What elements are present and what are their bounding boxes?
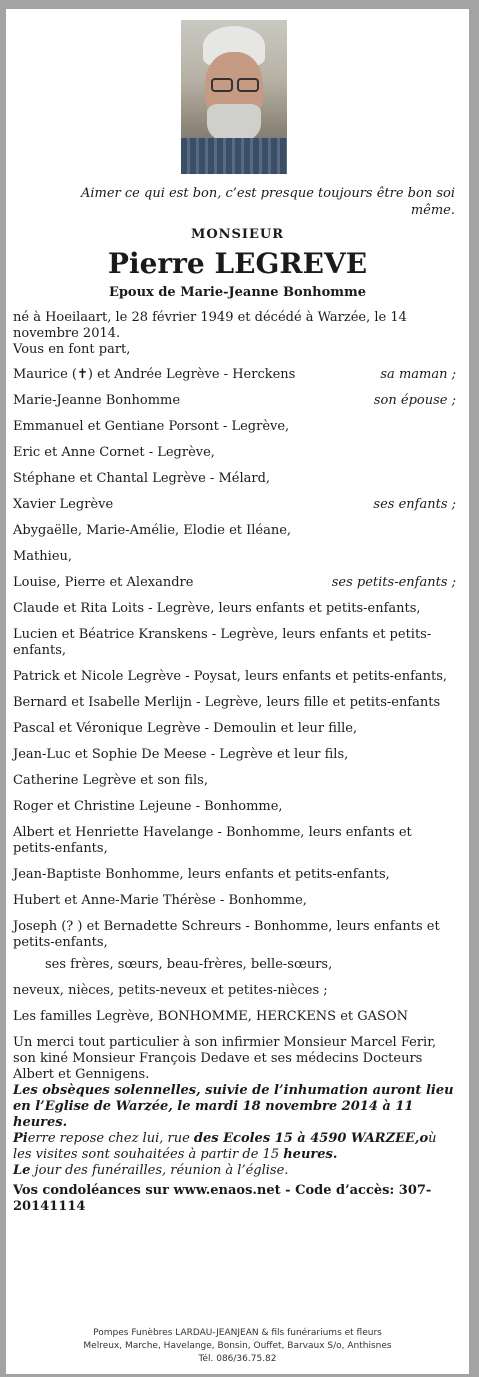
mourner-names: Catherine Legrève et son fils, (13, 773, 208, 788)
siblings-line: ses frères, sœurs, beau-frères, belle-sœurs, (45, 957, 333, 972)
mourner-names: Eric et Anne Cornet - Legrève, (13, 445, 215, 460)
mourner-names: Pascal et Véronique Legrève - Demoulin et leur fille, (13, 721, 358, 736)
mourner-names: Mathieu, (13, 549, 73, 564)
mourner-row (13, 393, 456, 409)
mourner-row (13, 695, 456, 711)
obituary-card (6, 9, 469, 1374)
footer-phone: Tél. 086/36.75.82 (198, 1354, 277, 1364)
mourner-names: Abygaëlle, Marie-Amélie, Elodie et Iléane, (13, 523, 292, 538)
mourner-names: Emmanuel et Gentiane Porsont - Legrève, (13, 419, 290, 434)
repose-line: Pierre repose chez lui, rue des Ecoles 15 à 4590 WARZEE,où les visites sont souhaitées à partir de 15 heures. (13, 1131, 437, 1162)
mourner-names: Patrick et Nicole Legrève - Poysat, leurs enfants et petits-enfants, (13, 669, 448, 684)
mourner-names: Jean-Baptiste Bonhomme, leurs enfants et petits-enfants, (13, 867, 390, 882)
portrait-photo (181, 20, 287, 174)
mourner-names: Roger et Christine Lejeune - Bonhomme, (13, 799, 283, 814)
mourner-row (13, 825, 456, 857)
thanks-paragraph: Un merci tout particulier à son infirmier Monsieur Marcel Ferir, son kiné Monsieur François Dedave et ses médecins Docteurs Albert et Gennigens. (13, 1035, 437, 1082)
mourner-names: Stéphane et Chantal Legrève - Mélard, (13, 471, 271, 486)
mourner-names: Claude et Rita Loits - Legrève, leurs enfants et petits-enfants, (13, 601, 421, 616)
footer-line-1: Pompes Funèbres LARDAU-JEANJEAN & fils funérariums et fleurs (93, 1328, 382, 1338)
mourner-list (13, 367, 456, 951)
mourner-names: Maurice (✝) et Andrée Legrève - Herckens (13, 367, 296, 382)
footer-line-2: Melreux, Marche, Havelange, Bonsin, Ouffet, Barvaux S/o, Anthisnes (83, 1341, 392, 1351)
mourner-names: Louise, Pierre et Alexandre (13, 575, 194, 590)
mourner-row (13, 867, 456, 883)
mourner-row (13, 669, 456, 685)
mourner-role: sa maman ; (380, 367, 456, 382)
mourner-row (13, 773, 456, 789)
mourner-role: ses petits-enfants ; (331, 575, 456, 590)
funeral-paragraph: Les obsèques solennelles, suivie de l’inhumation auront lieu en l’Eglise de Warzée, le mardi 18 novembre 2014 à 11 heures. (13, 1083, 454, 1130)
mourner-role: ses enfants ; (373, 497, 456, 512)
mourner-row (13, 721, 456, 737)
nephews-line: neveux, nièces, petits-neveux et petites-nièces ; (13, 983, 328, 998)
intro-line: Vous en font part, (13, 342, 131, 357)
mourner-row (13, 601, 456, 617)
mourner-row (13, 471, 456, 487)
mourner-row (13, 919, 456, 951)
birth-death-line: né à Hoeilaart, le 28 février 1949 et décédé à Warzée, le 14 novembre 2014. (13, 310, 407, 341)
mourner-names: Marie-Jeanne Bonhomme (13, 393, 181, 408)
announcement-body (13, 310, 456, 1215)
funeral-home-footer (6, 1327, 469, 1366)
mourner-row (13, 523, 456, 539)
mourner-row (13, 575, 456, 591)
deceased-name: Pierre LEGREVE (107, 247, 368, 280)
mourner-row (13, 549, 456, 565)
title: MONSIEUR (190, 227, 285, 242)
mourner-row (13, 367, 456, 383)
mourner-row (13, 747, 456, 763)
mourner-row (13, 445, 456, 461)
mourner-names: Xavier Legrève (13, 497, 114, 512)
mourner-names: Albert et Henriette Havelange - Bonhomme, leurs enfants et petits-enfants, (13, 825, 412, 856)
condolences-line: Vos condoléances sur www.enaos.net - Code d’accès: 307-20141114 (13, 1183, 432, 1214)
mourner-names: Lucien et Béatrice Kranskens - Legrève, leurs enfants et petits-enfants, (13, 627, 432, 658)
mourner-names: Jean-Luc et Sophie De Meese - Legrève et leur fils, (13, 747, 349, 762)
spouse-line: Epoux de Marie-Jeanne Bonhomme (108, 285, 367, 300)
mourner-row (13, 893, 456, 909)
mourner-row (13, 419, 456, 435)
families-line: Les familles Legrève, BONHOMME, HERCKENS et GASON (13, 1009, 408, 1024)
funeral-day-line: Le jour des funérailles, réunion à l’église. (13, 1163, 289, 1178)
mourner-names: Bernard et Isabelle Merlijn - Legrève, leurs fille et petits-enfants (13, 695, 441, 710)
mourner-role: son épouse ; (373, 393, 456, 408)
mourner-row (13, 497, 456, 513)
mourner-names: Hubert et Anne-Marie Thérèse - Bonhomme, (13, 893, 307, 908)
mourner-names: Joseph (? ) et Bernadette Schreurs - Bonhomme, leurs enfants et petits-enfants, (13, 919, 440, 950)
quote: Aimer ce qui est bon, c’est presque toujours être bon soi même. (80, 186, 455, 218)
mourner-row (13, 799, 456, 815)
mourner-row (13, 627, 456, 659)
